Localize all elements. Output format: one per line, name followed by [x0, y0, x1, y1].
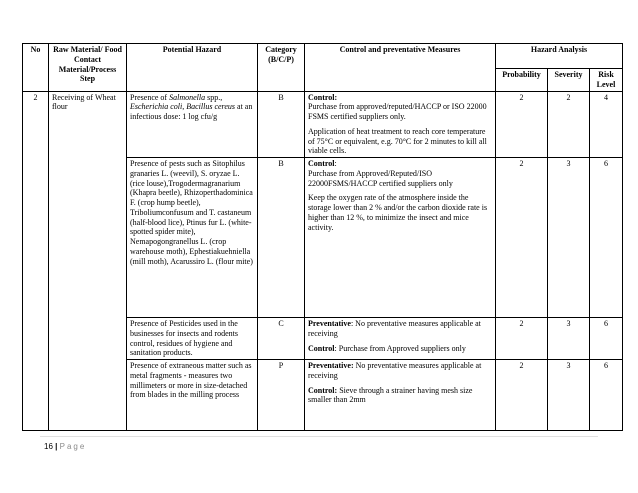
hazard-organism: Escherichia coli [130, 102, 183, 112]
category-cell: B [258, 91, 305, 158]
control-paragraph [308, 93, 492, 122]
probability-cell: 2 [496, 91, 548, 158]
header-raw-material: Raw Material/ Food Contact Material/Process Step [49, 44, 127, 92]
header-risk-level: Risk Level [590, 69, 623, 92]
control-text: Application of heat treatment to reach core temperature of 75°C or equivalent, e.g. 70°C for 2 minutes to kill all viable cells. [308, 126, 487, 156]
control-cell [305, 318, 496, 360]
control-paragraph [308, 193, 492, 232]
header-probability: Probability [496, 69, 548, 92]
control-text: Purchase from Approved/Reputed/ISO 22000FSMS/HACCP certified suppliers only [308, 168, 453, 188]
control-text: Purchase from approved/reputed/HACCP or ISO 22000 FSMS certified suppliers only. [308, 102, 487, 121]
risk-level-cell: 4 [590, 91, 623, 158]
haccp-hazard-table [22, 43, 623, 431]
category-cell: C [258, 318, 305, 360]
hazard-text: at an infectious dose: 1 log cfu/g [130, 102, 253, 121]
risk-level-cell: 6 [590, 318, 623, 360]
hazard-organism: Bacillus cereus [186, 102, 236, 112]
severity-cell: 3 [548, 360, 590, 431]
category-cell: P [258, 360, 305, 431]
control-paragraph [308, 159, 492, 188]
severity-cell: 2 [548, 91, 590, 158]
hazard-text: spp., [205, 92, 223, 102]
page-word: Page [59, 442, 87, 451]
preventative-label: Preventative: [308, 361, 354, 370]
probability-cell: 2 [496, 318, 548, 360]
table-row [23, 91, 623, 158]
control-paragraph [308, 361, 492, 381]
header-severity: Severity [548, 69, 590, 92]
control-text: Sieve through a strainer having mesh size smaller than 2mm [308, 385, 473, 405]
control-paragraph [308, 127, 492, 156]
control-paragraph [308, 319, 492, 339]
hazard-organism: Salmonella [169, 92, 206, 102]
header-category: Category (B/C/P) [258, 44, 305, 92]
row-number: 2 [23, 91, 49, 431]
footer-divider [40, 436, 598, 437]
risk-level-cell: 6 [590, 360, 623, 431]
risk-level-cell: 6 [590, 158, 623, 318]
page-number: 16 [44, 442, 53, 451]
row-material: Receiving of Wheat flour [49, 91, 127, 431]
control-label: Control [308, 343, 335, 353]
control-cell [305, 360, 496, 431]
header-row [23, 44, 623, 69]
hazard-cell [127, 91, 258, 158]
control-text: : Purchase from Approved suppliers only [334, 343, 466, 353]
header-hazard-analysis: Hazard Analysis [496, 44, 623, 69]
control-label: Control: [308, 385, 338, 395]
control-text: No preventative measures applicable at receiving [308, 361, 482, 380]
header-no: No [23, 44, 49, 92]
header-control-measures: Control and preventative Measures [305, 44, 496, 92]
probability-cell: 2 [496, 158, 548, 318]
control-cell [305, 158, 496, 318]
control-colon: : [334, 159, 337, 168]
control-text: Keep the oxygen rate of the atmosphere inside the storage lower than 2 % and/or the carbon dioxide rate is higher than 12 %, to minimize the insect and mice activity. [308, 193, 488, 232]
hazard-text: Presence of [130, 92, 170, 102]
page-footer [44, 442, 86, 451]
hazard-cell: Presence of Pesticides used in the businesses for insects and rodents control, residues of hygiene and sanitation products. [127, 318, 258, 360]
page-separator: | [55, 442, 58, 451]
hazard-cell: Presence of pests such as Sitophilus granaries L. (weevil), S. oryzae L. (rice louse),Trogodermagranarium (Khapra beetle), Rhizoperthadominica F. (crop hump beetle), Triboliumconfusum and T. castaneum (half-blood lice), Ptinus fur L. (white-spotted spider mite), Nemapogongranellus L. (crop warehouse moth), Ephestiakuehniella (mill moth), Acarussiro L. (flour mite) [127, 158, 258, 318]
control-label: Control: [308, 92, 338, 102]
control-text: : No preventative measures applicable at receiving [308, 319, 481, 338]
severity-cell: 3 [548, 158, 590, 318]
control-label: Control [308, 159, 335, 168]
severity-cell: 3 [548, 318, 590, 360]
control-paragraph [308, 386, 492, 406]
hazard-text: , [182, 102, 187, 112]
control-cell [305, 91, 496, 158]
header-potential-hazard: Potential Hazard [127, 44, 258, 92]
preventative-label: Preventative [308, 319, 351, 328]
probability-cell: 2 [496, 360, 548, 431]
hazard-cell: Presence of extraneous matter such as metal fragments - measures two millimeters or more in size-detached from blades in the milling process [127, 360, 258, 431]
control-paragraph [308, 344, 492, 354]
category-cell: B [258, 158, 305, 318]
